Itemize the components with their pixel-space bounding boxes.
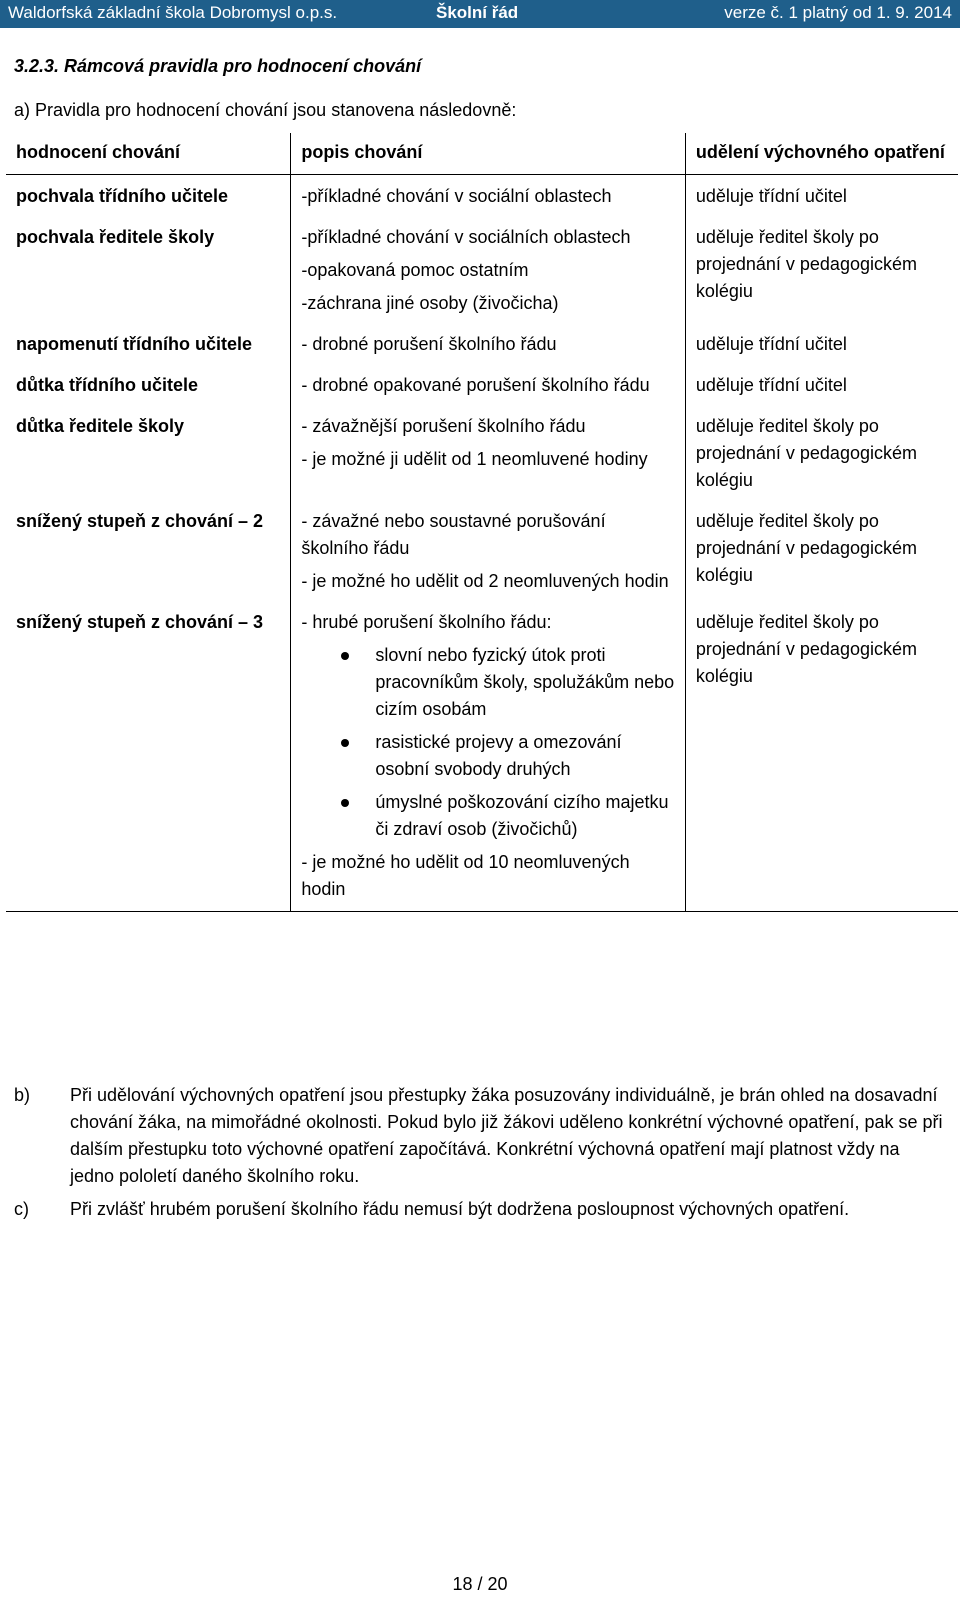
description-cell — [291, 502, 685, 603]
description-cell — [291, 366, 685, 407]
table-row — [6, 218, 958, 325]
bullet-item: rasistické projevy a omezování osobní svobody druhých — [375, 729, 674, 783]
column-header-rating: hodnocení chování — [6, 133, 291, 175]
description-line: - je možné ho udělit od 2 neomluvených hodin — [301, 571, 669, 591]
rating-cell: pochvala třídního učitele — [16, 186, 229, 206]
description-line: - drobné porušení školního řádu — [301, 334, 557, 354]
grant-cell: uděluje třídní učitel — [685, 175, 958, 219]
rating-cell: napomenutí třídního učitele — [16, 334, 253, 354]
table-row — [6, 502, 958, 603]
rating-cell: pochvala ředitele školy — [16, 227, 215, 247]
table-header-row — [6, 133, 958, 175]
rating-cell: důtka třídního učitele — [16, 375, 199, 395]
page-header — [0, 0, 960, 28]
description-line: -záchrana jiné osoby (živočicha) — [301, 293, 559, 313]
description-cell — [291, 218, 685, 325]
note-text: Při udělování výchovných opatření jsou přestupky žáka posuzovány individuálně, je brán ohled na dosavadní chování žáka, na mimořádné okolnosti. Pokud bylo již žákovi uděleno konkrétní výchovné opatření, pak se při dalším přestupku toto výchovné opatření započítává. Konkrétní výchovná opatření mají platnost vždy na jedno pololetí daného školního roku. — [70, 1085, 943, 1186]
description-line: -opakovaná pomoc ostatním — [301, 260, 529, 280]
table-row — [6, 366, 958, 407]
description-line: - závažnější porušení školního řádu — [301, 416, 586, 436]
description-cell — [291, 407, 685, 502]
notes-section — [14, 1082, 944, 1229]
bullet-item: úmyslné poškozování cizího majetku či zdraví osob (živočichů) — [375, 789, 674, 843]
rating-cell: snížený stupeň z chování – 2 — [16, 511, 264, 531]
grant-cell: uděluje ředitel školy po projednání v pedagogickém kolégiu — [685, 502, 958, 603]
grant-cell: uděluje ředitel školy po projednání v pedagogickém kolégiu — [685, 603, 958, 912]
table-row — [6, 175, 958, 219]
bullet-item: slovní nebo fyzický útok proti pracovníkům školy, spolužákům nebo cizím osobám — [375, 642, 674, 723]
table-row — [6, 603, 958, 912]
description-line: - drobné opakované porušení školního řádu — [301, 375, 650, 395]
note-marker: b) — [14, 1085, 31, 1105]
description-line: - hrubé porušení školního řádu: — [301, 612, 552, 632]
header-school-name: Waldorfská základní škola Dobromysl o.p.s. — [8, 3, 338, 22]
grant-cell: uděluje ředitel školy po projednání v pedagogickém kolégiu — [685, 407, 958, 502]
note-marker: c) — [14, 1199, 29, 1219]
header-version: verze č. 1 platný od 1. 9. 2014 — [724, 3, 952, 22]
description-cell — [291, 325, 685, 366]
note-item — [14, 1196, 944, 1223]
rating-cell: snížený stupeň z chování – 3 — [6, 603, 291, 912]
behavior-rules-table — [6, 133, 958, 912]
table-row — [6, 325, 958, 366]
header-document-title: Školní řád — [436, 3, 519, 22]
intro-text: a) Pravidla pro hodnocení chování jsou stanovena následovně: — [14, 100, 517, 120]
description-line: - je možné ho udělit od 10 neomluvených hodin — [301, 852, 630, 899]
column-header-grant: udělení výchovného opatření — [685, 133, 958, 175]
note-text: Při zvlášť hrubém porušení školního řádu nemusí být dodržena posloupnost výchovných opatření. — [70, 1199, 850, 1219]
grant-cell: uděluje třídní učitel — [685, 366, 958, 407]
grant-cell: uděluje ředitel školy po projednání v pedagogickém kolégiu — [685, 218, 958, 325]
rating-cell: důtka ředitele školy — [16, 416, 185, 436]
table-row — [6, 407, 958, 502]
note-item — [14, 1082, 944, 1190]
description-line: -příkladné chování v sociálních oblastech — [301, 227, 631, 247]
page-number: 18 / 20 — [452, 1574, 508, 1594]
description-line: -příkladné chování v sociální oblastech — [301, 186, 612, 206]
bullet-list — [301, 642, 674, 843]
description-line: - závažné nebo soustavné porušování školního řádu — [301, 511, 606, 558]
description-line: - je možné ji udělit od 1 neomluvené hodiny — [301, 449, 648, 469]
description-cell — [291, 603, 685, 912]
column-header-description: popis chování — [291, 133, 685, 175]
description-cell — [291, 175, 685, 219]
section-title: 3.2.3. Rámcová pravidla pro hodnocení chování — [14, 56, 422, 76]
grant-cell: uděluje třídní učitel — [685, 325, 958, 366]
